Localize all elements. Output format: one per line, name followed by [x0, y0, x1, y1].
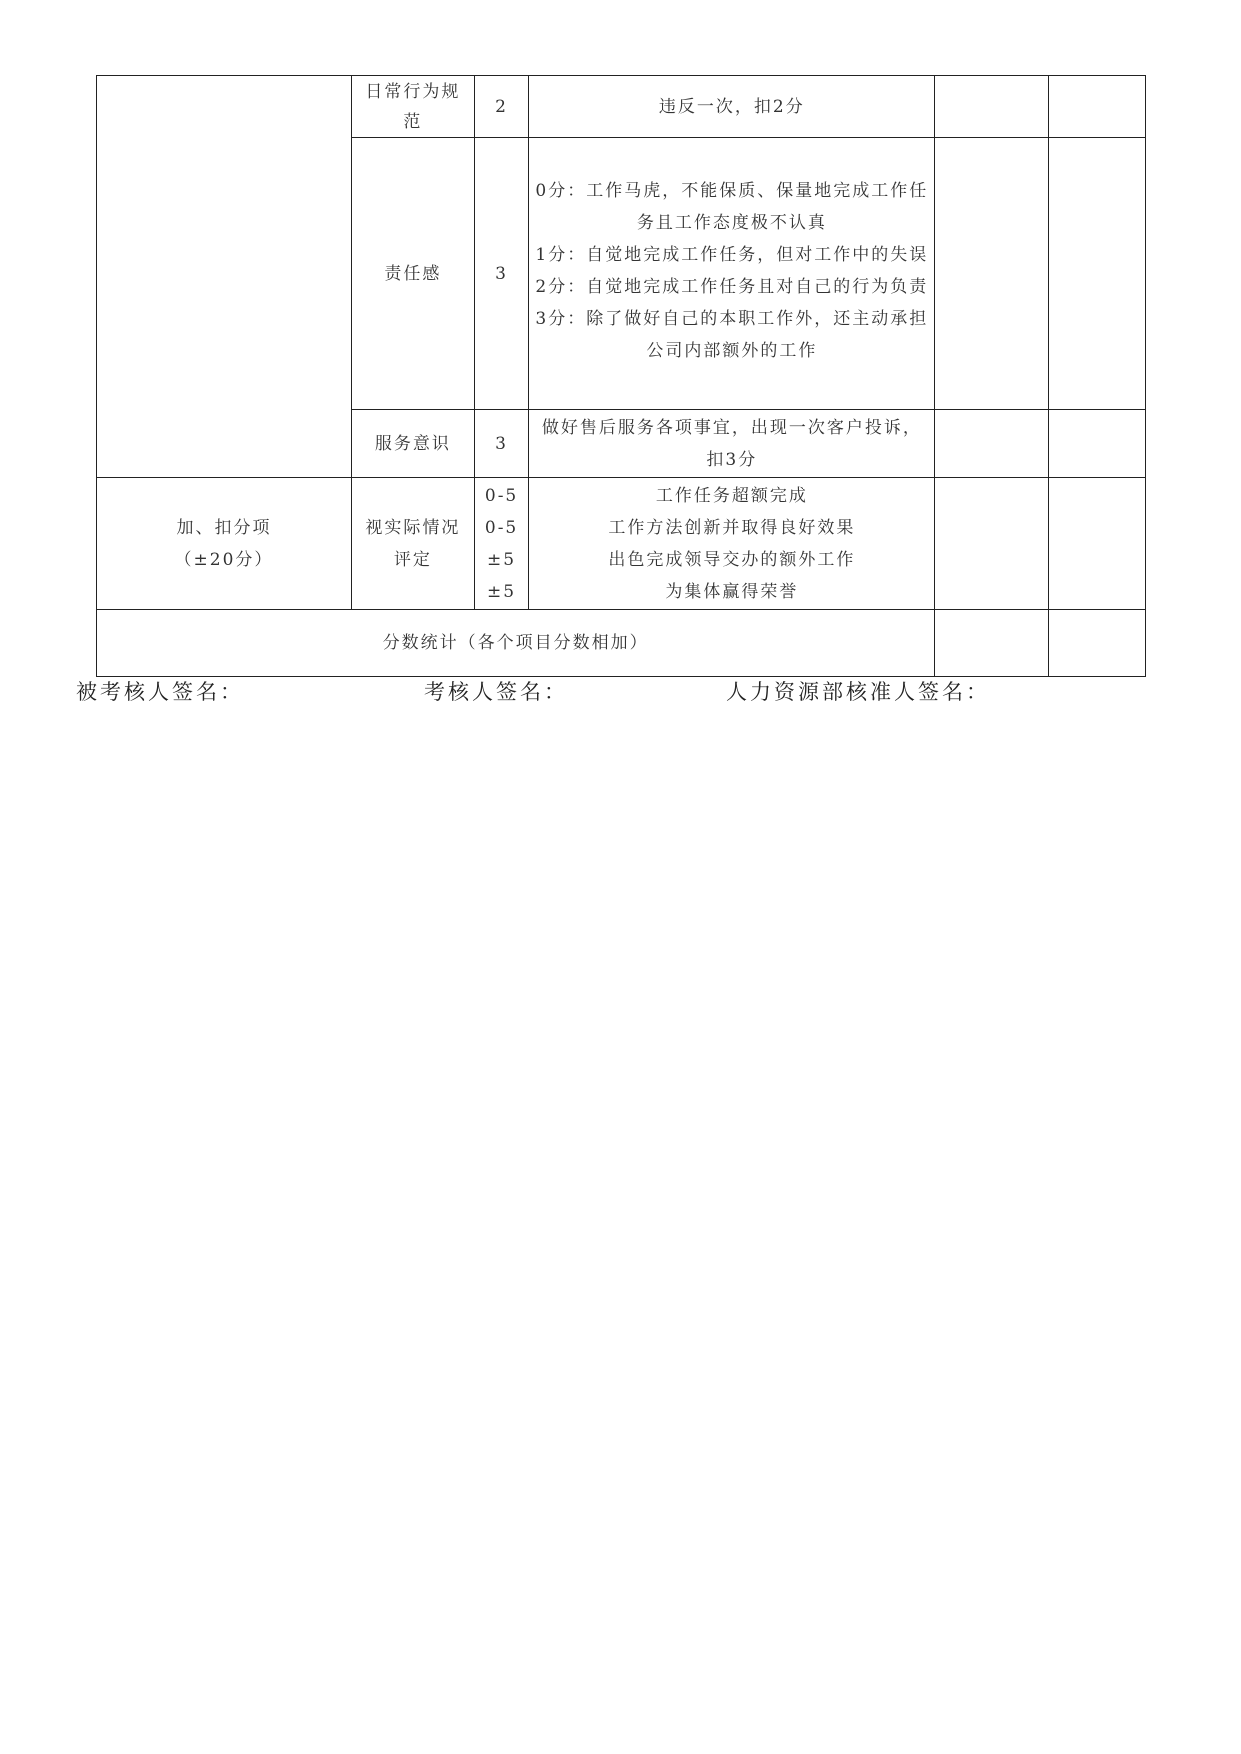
criteria-cell — [529, 410, 935, 478]
bonus-score-cell — [474, 478, 528, 610]
table-row — [97, 76, 1146, 138]
reviewer-score-cell[interactable] — [1049, 138, 1146, 410]
score-cell: 3 — [474, 138, 528, 410]
bonus-score: 0-5 — [484, 485, 519, 506]
bonus-item-line: 视实际情况 — [365, 517, 461, 538]
score-cell: 3 — [474, 410, 528, 478]
item-cell: 服务意识 — [351, 410, 474, 478]
bonus-score: ±5 — [487, 549, 517, 570]
total-label-cell: 分数统计（各个项目分数相加） — [97, 610, 935, 677]
criteria-line: 0分：工作马虎，不能保质、保量地完成工作任 — [535, 180, 929, 201]
criteria-line: 2分：自觉地完成工作任务且对自己的行为负责 — [535, 276, 929, 297]
criteria-line: 3分：除了做好自己的本职工作外，还主动承担 — [535, 308, 929, 329]
bonus-score: 0-5 — [484, 517, 519, 538]
assessor-signature-label: 考核人签名： — [424, 680, 568, 704]
bonus-criteria-line: 工作方法创新并取得良好效果 — [608, 517, 856, 538]
self-score-cell[interactable] — [935, 76, 1049, 138]
reviewer-score-cell[interactable] — [1049, 76, 1146, 138]
criteria-line: 1分：自觉地完成工作任务，但对工作中的失误 — [535, 244, 929, 265]
hr-signature-label: 人力资源部核准人签名： — [726, 680, 990, 704]
criteria-cell: 违反一次，扣2分 — [529, 76, 935, 138]
bonus-criteria-line: 出色完成领导交办的额外工作 — [608, 549, 856, 570]
self-score-cell[interactable] — [935, 478, 1049, 610]
reviewer-score-cell[interactable] — [1049, 478, 1146, 610]
bonus-category-range: （±20分） — [174, 549, 274, 570]
bonus-item-line: 评定 — [393, 549, 432, 570]
bonus-category-label: 加、扣分项 — [176, 517, 272, 538]
bonus-item-cell — [351, 478, 474, 610]
table-row — [97, 610, 1146, 677]
table-row — [97, 478, 1146, 610]
score-cell: 2 — [474, 76, 528, 138]
criteria-line: 公司内部额外的工作 — [646, 340, 818, 361]
category-cell-blank — [97, 76, 352, 478]
self-score-cell[interactable] — [935, 138, 1049, 410]
bonus-category-cell — [97, 478, 352, 610]
self-score-cell[interactable] — [935, 410, 1049, 478]
criteria-line: 扣3分 — [706, 449, 758, 470]
self-total-cell[interactable] — [935, 610, 1049, 677]
assessment-table — [96, 75, 1146, 677]
criteria-line: 务且工作态度极不认真 — [636, 212, 827, 233]
item-cell: 责任感 — [351, 138, 474, 410]
signature-line — [76, 676, 1176, 708]
assessee-signature-label: 被考核人签名： — [76, 680, 244, 704]
bonus-score: ±5 — [487, 581, 517, 602]
criteria-cell — [529, 138, 935, 410]
reviewer-total-cell[interactable] — [1049, 610, 1146, 677]
reviewer-score-cell[interactable] — [1049, 410, 1146, 478]
bonus-criteria-line: 工作任务超额完成 — [655, 485, 808, 506]
item-cell: 日常行为规范 — [351, 76, 474, 138]
bonus-criteria-line: 为集体赢得荣誉 — [665, 581, 799, 602]
bonus-criteria-cell — [529, 478, 935, 610]
criteria-line: 做好售后服务各项事宜，出现一次客户投诉， — [541, 417, 922, 438]
